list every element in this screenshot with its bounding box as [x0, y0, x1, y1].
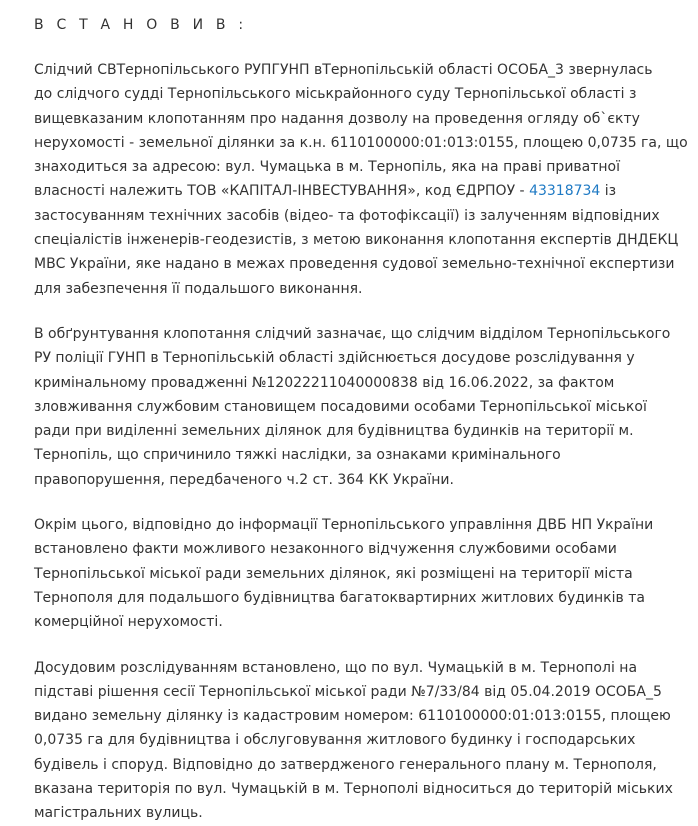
text-line: комерційної нерухомості.: [34, 614, 223, 631]
text-line: Окрім цього, відповідно до інформації Тернопільського управління ДВБ НП України: [34, 517, 654, 534]
paragraph-2: [34, 322, 671, 492]
text-line: будівель і споруд. Відповідно до затвердженого генерального плану м. Тернополя,: [34, 756, 657, 773]
text-line: вказана територія по вул. Чумацькій в м. Тернополі відноситься до територій міських: [34, 781, 673, 798]
text-segment: власності належить ТОВ «КАПІТАЛ-ІНВЕСТУВАННЯ», код ЄДРПОУ -: [34, 183, 530, 200]
text-segment: із: [600, 183, 617, 200]
text-line: до слідчого судді Тернопільського міськрайонного суду Тернопільської області з: [34, 86, 637, 103]
text-line: нерухомості - земельної ділянки за к.н. 6110100000:01:013:0155, площею 0,0735 га, що: [34, 134, 688, 151]
edrpou-code-link[interactable]: 43318734: [529, 183, 601, 200]
text-line: зловживання службовим становищем посадовими особами Тернопільської міської: [34, 398, 647, 415]
text-line: вищевказаним клопотанням про надання дозволу на проведення огляду об`єкту: [34, 110, 640, 127]
text-line: Досудовим розслідуванням встановлено, що по вул. Чумацькій в м. Тернополі на: [34, 659, 638, 676]
paragraph-1: [34, 58, 688, 301]
text-line: МВС України, яке надано в межах проведення судової земельно-технічної експертизи: [34, 256, 675, 273]
paragraph-3: [34, 513, 664, 634]
text-line: Тернополя для подальшого будівництва багатоквартирних житлових будинків та: [34, 589, 645, 606]
text-line: для забезпечення її подальшого виконання.: [34, 280, 363, 297]
text-line: Тернопіль, що спричинило тяжкі наслідки, за ознаками кримінального: [34, 447, 561, 464]
text-line: 0,0735 га для будівництва і обслуговування житлового будинку і господарських: [34, 732, 636, 749]
text-line: РУ поліції ГУНП в Тернопільській області здійснюється досудове розслідування у: [34, 350, 635, 367]
text-line: Тернопільської міської ради земельних ділянок, які розміщені на території міста: [34, 565, 633, 582]
text-line: видано земельну ділянку із кадастровим номером: 6110100000:01:013:0155, площею: [34, 708, 671, 725]
text-line: Слідчий СВТернопільського РУПГУНП вТернопільській області ОСОБА_3 звернулась: [34, 62, 653, 78]
section-heading: В С Т А Н О В И В :: [34, 17, 248, 33]
text-line: правопорушення, передбаченого ч.2 ст. 364 КК України.: [34, 471, 454, 488]
text-line: знаходиться за адресою: вул. Чумацька в м. Тернопіль, яка на праві приватної: [34, 159, 621, 176]
text-line: магістральних вулиць.: [34, 805, 203, 822]
text-line: підставі рішення сесії Тернопільської міської ради №7/33/84 від 05.04.2019 ОСОБА_5: [34, 683, 662, 700]
text-line: ради при виділенні земельних ділянок для будівництва будинків на території м.: [34, 423, 634, 440]
text-line: В обґрунтування клопотання слідчий зазначає, що слідчим відділом Тернопільського: [34, 325, 671, 342]
text-line-with-link: [34, 179, 664, 203]
text-line: застосуванням технічних засобів (відео- та фотофіксації) із залученням відповідних: [34, 207, 660, 224]
text-line: кримінальному провадженні №12022211040000838 від 16.06.2022, за фактом: [34, 374, 615, 391]
paragraph-4: [34, 656, 673, 826]
text-line: встановлено факти можливого незаконного відчуження службовими особами: [34, 541, 617, 558]
text-line: спеціалістів інженерів-геодезистів, з метою виконання клопотання експертів ДНДЕКЦ: [34, 232, 679, 249]
